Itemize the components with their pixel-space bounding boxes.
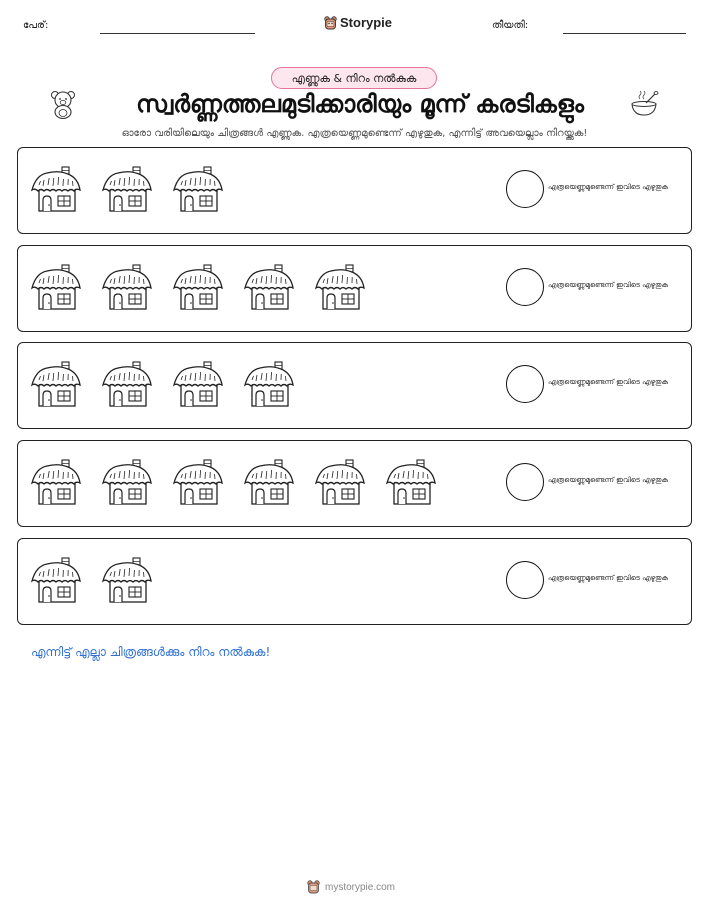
brand-name: Storypie — [340, 15, 393, 30]
cottage-icon — [243, 359, 295, 411]
cottage-icon — [243, 457, 295, 509]
closing-note: എന്നിട്ട് എല്ലാ ചിത്രങ്ങൾക്കും നിറം നൽകുക! — [31, 645, 271, 659]
cottage-icon — [101, 555, 153, 607]
answer-prompt: എത്രയെണ്ണമുണ്ടെന്ന് ഇവിടെ എഴുതുക — [548, 574, 669, 582]
answer-prompt: എത്രയെണ്ണമുണ്ടെന്ന് ഇവിടെ എഴുതുക — [548, 183, 669, 191]
site-footer — [307, 880, 395, 894]
storypie-logo-icon — [324, 16, 337, 30]
activity-badge: എണ്ണുക & നിറം നൽകുക — [271, 67, 437, 89]
house-group — [30, 457, 437, 509]
storypie-footer-icon — [307, 880, 320, 894]
cottage-icon — [30, 262, 82, 314]
answer-circle[interactable] — [506, 170, 544, 208]
counting-row — [17, 440, 692, 527]
worksheet-header — [0, 14, 709, 42]
house-group — [30, 262, 366, 314]
cottage-icon — [30, 164, 82, 216]
answer-prompt: എത്രയെണ്ണമുണ്ടെന്ന് ഇവിടെ എഴുതുക — [548, 476, 669, 484]
cottage-icon — [172, 164, 224, 216]
cottage-icon — [30, 555, 82, 607]
cottage-icon — [314, 262, 366, 314]
answer-circle[interactable] — [506, 463, 544, 501]
cottage-icon — [385, 457, 437, 509]
cottage-icon — [30, 457, 82, 509]
name-label: പേര്: — [23, 20, 49, 31]
house-group — [30, 164, 224, 216]
cottage-icon — [172, 457, 224, 509]
answer-circle[interactable] — [506, 365, 544, 403]
cottage-icon — [101, 262, 153, 314]
storypie-logo — [324, 15, 392, 30]
cottage-icon — [101, 164, 153, 216]
cottage-icon — [314, 457, 366, 509]
date-label: തീയതി: — [492, 20, 529, 31]
house-group — [30, 555, 153, 607]
counting-row — [17, 538, 692, 625]
worksheet-title: സ്വർണ്ണത്തലമുടിക്കാരിയും മൂന്ന് കരടികളും — [136, 90, 584, 118]
answer-circle[interactable] — [506, 561, 544, 599]
answer-prompt: എത്രയെണ്ണമുണ്ടെന്ന് ഇവിടെ എഴുതുക — [548, 281, 669, 289]
site-url[interactable]: mystorypie.com — [325, 881, 396, 893]
name-field-line[interactable] — [100, 33, 255, 34]
cottage-icon — [172, 262, 224, 314]
counting-row — [17, 245, 692, 332]
cottage-icon — [243, 262, 295, 314]
date-field-line[interactable] — [563, 33, 686, 34]
instructions: ഓരോ വരിയിലെയും ചിത്രങ്ങൾ എണ്ണുക. എത്രയെണ്ണമുണ്ടെന്ന് എഴുതുക, എന്നിട്ട് അവയെല്ലാം നിറയ്ക്കുക! — [121, 128, 588, 139]
answer-circle[interactable] — [506, 268, 544, 306]
cottage-icon — [101, 359, 153, 411]
cottage-icon — [101, 457, 153, 509]
counting-row — [17, 342, 692, 429]
cottage-icon — [30, 359, 82, 411]
counting-row — [17, 147, 692, 234]
answer-prompt: എത്രയെണ്ണമുണ്ടെന്ന് ഇവിടെ എഴുതുക — [548, 378, 669, 386]
porridge-bowl-icon — [628, 90, 660, 118]
teddy-bear-icon — [49, 89, 77, 119]
cottage-icon — [172, 359, 224, 411]
house-group — [30, 359, 295, 411]
